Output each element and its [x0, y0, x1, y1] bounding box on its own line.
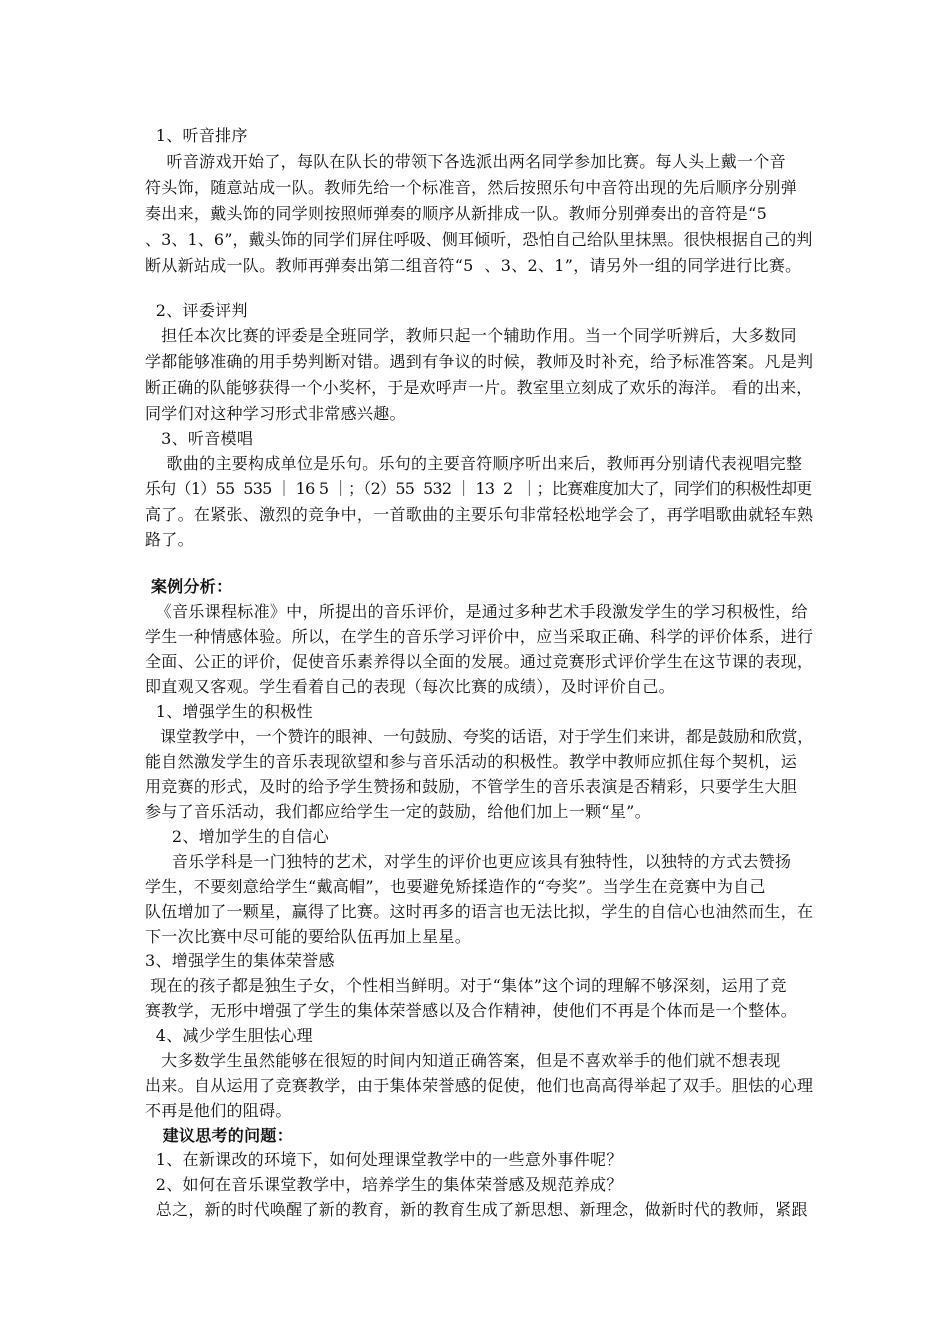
paragraph-line: 担任本次比赛的评委是全班同学，教师只起一个辅助作用。当一个同学听辨后，大多数同: [145, 326, 797, 345]
paragraph-line: 断从新站成一队。教师再弹奏出第二组音符“5 、3、2、1”，请另外一组的同学进行比赛。: [145, 256, 802, 275]
paragraph-line: 全面、公正的评价，促使音乐素养得以全面的发展。通过竞赛形式评价学生在这节课的表现，: [145, 652, 814, 671]
heading-case-analysis: 案例分析：: [145, 577, 233, 596]
paragraph-line: 听音游戏开始了，每队在队长的带领下各选派出两名同学参加比赛。每人头上戴一个音: [145, 152, 786, 171]
paragraph-line: 歌曲的主要构成单位是乐句。乐句的主要音符顺序听出来后，教师再分别请代表视唱完整: [145, 454, 803, 473]
paragraph-line: 能自然激发学生的音乐表现欲望和参与音乐活动的积极性。教学中教师应抓住每个契机，运: [145, 752, 798, 771]
paragraph-line: 学都能够准确的用手势判断对错。遇到有争议的时候，教师及时补充，给予标准答案。凡是判: [145, 352, 814, 371]
heading-collective-honor: 3、增强学生的集体荣誉感: [145, 951, 335, 970]
paragraph-line: 用竞赛的形式，及时的给予学生赞扬和鼓励，不管学生的音乐表演是否精彩，只要学生大胆: [145, 777, 798, 796]
paragraph-line: 断正确的队能够获得一个小奖杯，于是欢呼声一片。教室里立刻成了欢乐的海洋。 看的出来，: [145, 378, 813, 397]
paragraph-line: 参与了音乐活动，我们都应给学生一定的鼓励，给他们加上一颗“星”。: [145, 802, 651, 821]
heading-suggested-questions: 建议思考的问题：: [145, 1126, 294, 1145]
paragraph-line: 《音乐课程标准》中，所提出的音乐评价，是通过多种艺术手段激发学生的学习积极性，给: [145, 602, 808, 621]
heading-enthusiasm: 1、增强学生的积极性: [145, 702, 313, 721]
heading-singing: 3、听音模唱: [145, 429, 254, 448]
heading-timidity: 4、减少学生胆怯心理: [145, 1026, 313, 1045]
paragraph-line: 、3、1、6”，戴头饰的同学们屏住呼吸、侧耳倾听，恐怕自己给队里抹黑。很快根据自己的判: [145, 230, 813, 249]
paragraph-line: 课堂教学中，一个赞许的眼神、一句鼓励、夸奖的话语，对于学生们来讲，都是鼓励和欣赏，: [145, 727, 814, 746]
paragraph-line: 队伍增加了一颗星，赢得了比赛。这时再多的语言也无法比拟，学生的自信心也油然而生，在: [145, 902, 814, 921]
paragraph-line: 同学们对这种学习形式非常感兴趣。: [145, 404, 406, 423]
paragraph-line: 出来。自从运用了竞赛教学，由于集体荣誉感的促使，他们也高高得举起了双手。胆怯的心理: [145, 1076, 814, 1095]
paragraph-line: 学生一种情感体验。所以，在学生的音乐学习评价中，应当采取正确、科学的评价体系，进行: [145, 627, 814, 646]
question-item: 1、在新课改的环境下，如何处理课堂教学中的一些意外事件呢？: [145, 1150, 623, 1169]
heading-judging: 2、评委评判: [145, 301, 248, 320]
paragraph-line: 学生，不要刻意给学生“戴高帽”，也要避免矫揉造作的“夸奖”。当学生在竞赛中为自己: [145, 877, 766, 896]
paragraph-line: 总之，新的时代唤醒了新的教育，新的教育生成了新思想、新理念，做新时代的教师，紧跟: [145, 1200, 808, 1219]
paragraph-line: 现在的孩子都是独生子女，个性相当鲜明。对于“集体”这个词的理解不够深刻，运用了竞: [145, 976, 787, 995]
paragraph-line: 符头饰，随意站成一队。教师先给一个标准音，然后按照乐句中音符出现的先后顺序分别弹: [145, 178, 798, 197]
paragraph-line: 下一次比赛中尽可能的要给队伍再加上星星。: [145, 927, 472, 946]
heading-confidence: 2、增加学生的自信心: [145, 827, 330, 846]
paragraph-line: 赛教学，无形中增强了学生的集体荣誉感以及合作精神，使他们不再是个体而是一个整体。: [145, 1001, 798, 1020]
paragraph-line: 即直观又客观。学生看着自己的表现（每次比赛的成绩），及时评价自己。: [145, 677, 675, 696]
paragraph-line: 高了。在紧张、激烈的竞争中，一首歌曲的主要乐句非常轻松地学会了，再学唱歌曲就轻车熟: [145, 505, 814, 524]
question-item: 2、如何在音乐课堂教学中，培养学生的集体荣誉感及规范养成？: [145, 1175, 623, 1194]
paragraph-line: 路了。: [145, 530, 194, 549]
paragraph-line: 乐句（1）55 535 ｜ 16 5 ｜；（2）55 532 ｜ 13 2 ｜；比赛难度加大了，同学们的积极性却更: [145, 479, 812, 498]
paragraph-line: 奏出来，戴头饰的同学则按照师弹奏的顺序从新排成一队。教师分别弹奏出的音符是“5: [145, 204, 768, 223]
paragraph-line: 大多数学生虽然能够在很短的时间内知道正确答案，但是不喜欢举手的他们就不想表现: [145, 1051, 781, 1070]
heading-listening-order: 1、听音排序: [145, 126, 248, 145]
paragraph-line: 不再是他们的阻碍。: [145, 1101, 292, 1120]
paragraph-line: 音乐学科是一门独特的艺术，对学生的评价也更应该具有独特性，以独特的方式去赞扬: [145, 852, 792, 871]
